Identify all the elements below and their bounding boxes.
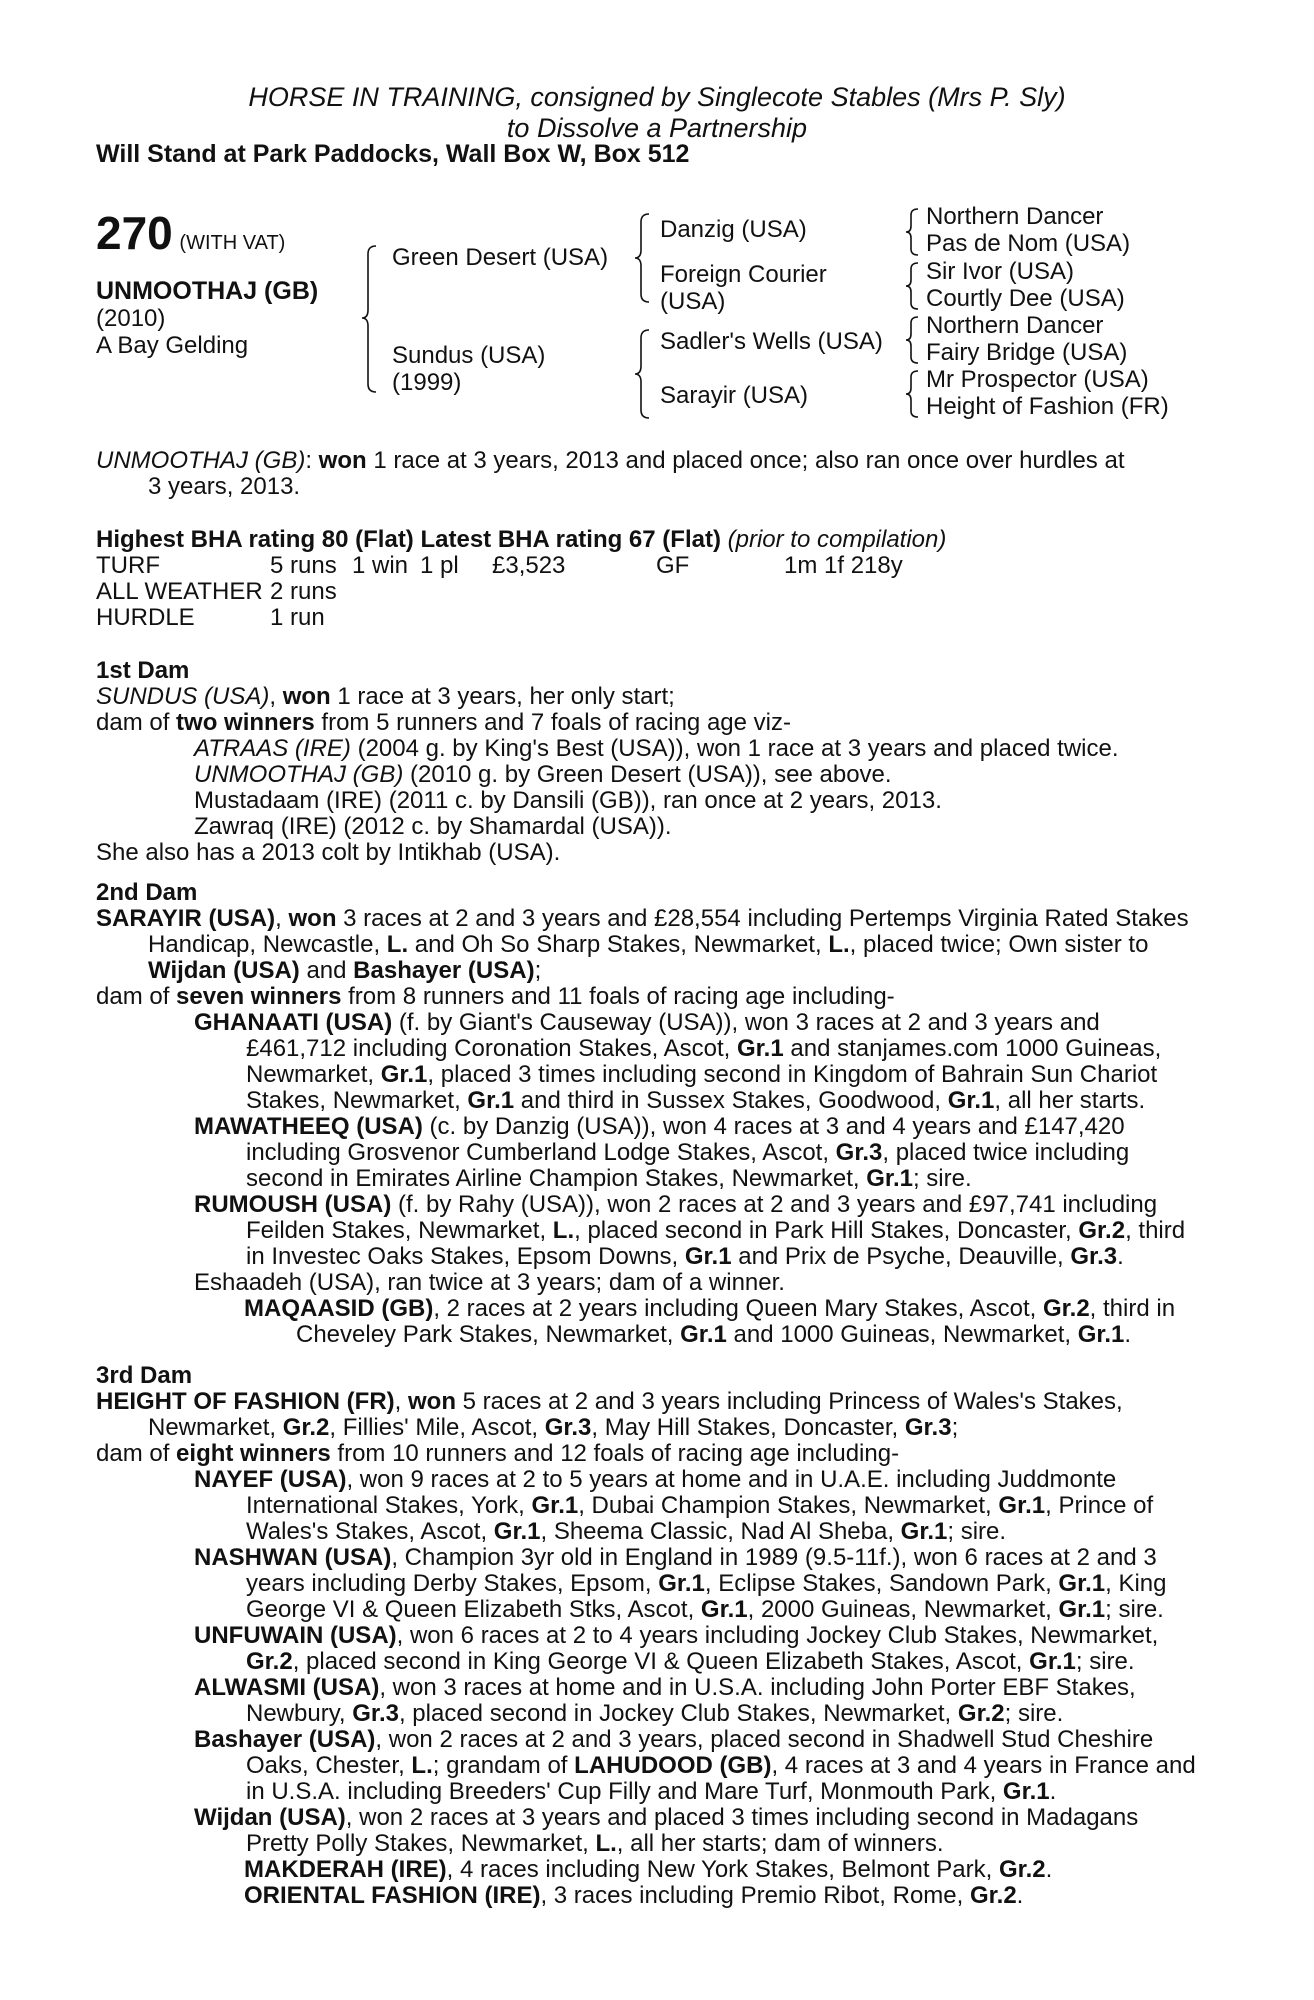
text: , placed twice including second in Emirates Airline Champion Stakes, Newmarket, [246,1139,1130,1192]
grade: Gr.1 [1077,1321,1125,1348]
separator: , [269,683,283,710]
listed-mark: L. [411,1752,433,1779]
listed-mark: L. [552,1217,575,1244]
grade: Gr.1 [380,1061,428,1088]
text: dam of [96,1440,177,1467]
text: and Prix de Psyche, Deauville, [731,1243,1071,1270]
text: from 10 runners and 12 foals of racing age including- [330,1440,900,1467]
text: and Oh So Sharp Stakes, Newmarket, [408,931,829,958]
grade: Gr.2 [1042,1295,1090,1322]
going [656,605,784,631]
listed-mark: L. [828,931,850,958]
text: , won 6 races at 2 to 4 years including Jockey Club Stakes, Newmarket, [396,1622,1159,1649]
offspring-name: Bashayer (USA) [194,1726,376,1753]
summary-won: won [318,447,367,474]
grade: Gr.1 [1002,1778,1050,1805]
consignment-line: HORSE IN TRAINING, consigned by Singlecote Stables (Mrs P. Sly) [248,82,1066,112]
text: and third in Sussex Stakes, Goodwood, [514,1087,948,1114]
text: , 2000 Guineas, Newmarket, [747,1596,1059,1623]
text: ; sire. [1105,1596,1164,1623]
grandoffspring-name: MAKDERAH (IRE) [244,1856,447,1883]
grandoffspring-name: MAQAASID (GB) [244,1295,434,1322]
section-title: 1st Dam [96,657,190,684]
grade: Gr.1 [947,1087,995,1114]
grandoffspring-name: LAHUDOOD (GB) [574,1752,772,1779]
offspring-name: UNFUWAIN (USA) [194,1622,397,1649]
text: , third in Investec Oaks Stakes, Epsom Downs, [246,1217,1186,1270]
dam-dam: Sarayir (USA) [660,382,809,409]
offspring-name: Wijdan (USA) [194,1804,346,1831]
text: . [1016,1882,1024,1909]
offspring-name: NASHWAN (USA) [194,1544,392,1571]
winners-count: seven winners [176,983,342,1010]
third-dam-section: 3rd Dam HEIGHT OF FASHION (FR), won 5 races at 2 and 3 years including Princess of Wales's Stakes, Newmarket, Gr.2, Fillies' Mile, Ascot, Gr.3, May Hill Stakes, Doncaster, Gr.3; dam of eight winners from 10 runners and 12 foals of racing age including- NAYEF (USA), won 9 races at 2 to 5 years at home and in U.A.E. including Juddmonte International Stakes, York, Gr.1, Dubai Champion Stakes, Newmarket, Gr.1, Prince of Wales's Stakes, Ascot, Gr.1, Sheema Classic, Nad Al Sheba, Gr.1; sire. NASHWAN (USA), Champion 3yr old in England in 1989 (9.5-11f.), won 6 races at 2 and 3 years including Derby Stakes, Epsom, Gr.1, Eclipse Stakes, Sandown Park, Gr.1, King George VI & Queen Elizabeth Stks, Ascot, Gr.1, 2000 Guineas, Newmarket, Gr.1; sire. UNFUWAIN (USA), won 6 races at 2 to 4 years including Jockey Club Stakes, Newmarket, Gr.2, placed second in King George VI & Queen Elizabeth Stakes, Ascot, Gr.1; sire. ALWASMI (USA), won 3 races at home and in U.S.A. including John Porter EBF Stakes, Newbury, Gr.3, placed second in Jockey Club Stakes, Newmarket, Gr.2; sire. Bashayer (USA), won 2 races at 2 and 3 years, placed second in Shadwell Stud Cheshire Oaks, Chester, L.; grandam of LAHUDOOD (GB), 4 races at 3 and 4 years in France and in U.S.A. including Breeders' Cup Filly and Mare Turf, Monmouth Park, Gr.1. Wijdan (USA), won 2 races at 3 years and placed 3 times including second in Madagans Pretty Polly Stakes, Newmarket, L., all her starts; dam of winners. MAKDERAH (IRE), 4 races including New York Stakes, Belmont Park, Gr.2. ORIENTAL FASHION (IRE), 3 races including Premio Ribot, Rome, Gr.2. [96,1363,1206,1909]
wins: 1 win [352,552,409,579]
brace-g3-a [906,207,928,257]
text: , third in Cheveley Park Stakes, Newmarket, [296,1295,1176,1348]
grade: Gr.2 [246,1648,293,1675]
text: , won 9 races at 2 to 5 years at home and in U.A.E. including Juddmonte International Stakes, York, [246,1466,1117,1519]
horse-description: A Bay Gelding [96,332,249,359]
placings [420,605,492,631]
grade: Gr.1 [1058,1570,1106,1597]
placings: 1 pl [420,552,459,579]
dam-dam-dam: Height of Fashion (FR) [926,393,1169,420]
grade: Gr.3 [835,1139,883,1166]
text: ; sire. [912,1165,972,1192]
text: , placed second in Park Hill Stakes, Doncaster, [574,1217,1079,1244]
table-row [96,579,903,605]
wins [352,605,420,631]
text: , all her starts; dam of winners. [616,1830,944,1857]
text: , Champion 3yr old in England in 1989 (9.5-11f.), won 6 races at 2 and 3 years including Derby Stakes, Epsom, [246,1544,1157,1597]
surface: HURDLE [96,604,195,631]
grade: Gr.2 [1078,1217,1126,1244]
text: . [1117,1243,1124,1270]
text: and 1000 Guineas, Newmarket, [726,1321,1078,1348]
grade: Gr.1 [900,1518,948,1545]
surface: TURF [96,552,160,579]
text: , 4 races including New York Stakes, Belmont Park, [446,1856,999,1883]
brace-g3-d [906,369,928,419]
listed-mark: L. [386,931,409,958]
summary-colon: : [305,447,312,474]
text: ; [951,1414,959,1441]
text: 3 races at 2 and 3 years and £28,554 including Pertemps Virginia Rated Stakes Handicap, Newcastle, [148,905,1189,958]
text: , won 3 races at home and in U.S.A. including John Porter EBF Stakes, Newbury, [246,1674,1136,1727]
grade: Gr.2 [957,1700,1005,1727]
grandoffspring-name: ORIENTAL FASHION (IRE) [244,1882,541,1909]
text: (c. by Danzig (USA)), won 4 races at 3 and 4 years and £147,420 including Grosvenor Cumberland Lodge Stakes, Ascot, [246,1113,1125,1166]
prize-money: £3,523 [492,552,566,579]
surface: ALL WEATHER [96,578,263,605]
text: from 8 runners and 11 foals of racing age including- [341,983,895,1010]
winners-count: two winners [176,709,315,736]
grade: Gr.1 [1058,1596,1106,1623]
text: ; [534,957,542,984]
text: , all her starts. [994,1087,1146,1114]
text: ; sire. [1004,1700,1064,1727]
offspring-name: ATRAAS (IRE) [194,735,351,762]
table-row [96,553,903,579]
grade: Gr.1 [684,1243,732,1270]
sister-name: Wijdan (USA) [148,957,300,984]
grade: Gr.1 [737,1035,784,1062]
text: , Fillies' Mile, Ascot, [329,1414,545,1441]
text: , won 2 races at 3 years and placed 3 times including second in Madagans Pretty Polly Stakes, Newmarket, [246,1804,1139,1857]
horse-name: UNMOOTHAJ (GB) [96,277,319,305]
vat-label: (WITH VAT) [179,232,286,254]
first-dam-section [96,658,1206,866]
text: , placed second in King George VI & Queen Elizabeth Stakes, Ascot, [292,1648,1030,1675]
summary-horse: UNMOOTHAJ (GB) [96,447,306,474]
text: , 2 races at 2 years including Queen Mary Stakes, Ascot, [433,1295,1043,1322]
grade: Gr.1 [658,1570,705,1597]
grade: Gr.2 [282,1414,330,1441]
section-title: 3rd Dam [96,1362,193,1389]
grade: Gr.1 [1029,1648,1076,1675]
text: and stanjames.com 1000 Guineas, Newmarket, [246,1035,1162,1088]
lot-number: 270 [96,207,173,259]
summary-text-1: 1 race at 3 years, 2013 and placed once; also ran once over hurdles at [366,447,1125,474]
wins [352,579,420,605]
offspring-name: RUMOUSH (USA) [194,1191,392,1218]
winners-count: eight winners [176,1440,331,1467]
grade: Gr.3 [1070,1243,1118,1270]
text: dam of [96,709,177,736]
grade: Gr.1 [531,1492,579,1519]
text: , won 2 races at 2 and 3 years, placed second in Shadwell Stud Cheshire Oaks, Chester, [246,1726,1154,1779]
text: . [1045,1856,1053,1883]
text: , 4 races at 3 and 4 years in France and in U.S.A. including Breeders' Cup Filly and Mare Turf, Monmouth Park, [246,1752,1196,1805]
offspring-entry: Zawraq (IRE) (2012 c. by Shamardal (USA)). [194,813,672,840]
sire-dam-sire: Sir Ivor (USA) [926,258,1075,285]
text: ; grandam of [432,1752,575,1779]
table-row [96,605,903,631]
rating-note: (prior to compilation) [727,526,947,553]
going: GF [656,552,690,579]
offspring-name: ALWASMI (USA) [194,1674,380,1701]
runs: 2 runs [270,578,337,605]
prize-money [492,579,656,605]
rating-text: Highest BHA rating 80 (Flat) Latest BHA rating 67 (Flat) [96,526,721,553]
text: . [1124,1321,1132,1348]
sire-sire: Danzig (USA) [660,216,807,243]
offspring-name: UNMOOTHAJ (GB) [194,761,404,788]
dam-year: (1999) [392,369,462,396]
dam-dam-sire: Mr Prospector (USA) [926,366,1149,393]
text: dam of [96,983,177,1010]
text: , May Hill Stakes, Doncaster, [591,1414,905,1441]
dam-name: Sundus (USA) [392,342,546,369]
text: , Sheema Classic, Nad Al Sheba, [540,1518,901,1545]
sire-dam-brace [362,244,392,394]
sire-sire-dam: Pas de Nom (USA) [926,230,1131,257]
grade: Gr.3 [904,1414,952,1441]
grade: Gr.1 [998,1492,1046,1519]
text: , placed twice; Own sister to [849,931,1149,958]
grade: Gr.1 [866,1165,913,1192]
rating-section [96,527,1206,631]
dam-note: She also has a 2013 colt by Intikhab (USA). [96,839,561,866]
offspring-name: MAWATHEEQ (USA) [194,1113,423,1140]
sire-dam-l2: (USA) [660,288,726,315]
race-record-table [96,553,903,631]
sire-dam-l1: Foreign Courier [660,261,827,288]
stand-location: Will Stand at Park Paddocks, Wall Box W, Box 512 [96,140,690,168]
race-summary [96,448,1206,500]
dam-sire-dam: Fairy Bridge (USA) [926,339,1128,366]
grade: Gr.1 [493,1518,541,1545]
grade: Gr.2 [998,1856,1046,1883]
dam-sire-sire: Northern Dancer [926,312,1104,339]
sister-name: Bashayer (USA) [353,957,535,984]
summary-text-2: 3 years, 2013. [148,473,301,500]
won-label: won [288,905,337,932]
distance: 1m 1f 218y [784,552,903,579]
listed-mark: L. [595,1830,617,1857]
text: , Prince of Wales's Stakes, Ascot, [246,1492,1154,1545]
sire: Green Desert (USA) [392,244,609,271]
offspring-record: (2004 g. by King's Best (USA)), won 1 race at 3 years and placed twice. [350,735,1119,762]
grade: Gr.1 [680,1321,727,1348]
text: ; sire. [947,1518,1007,1545]
sire-sire-sire: Northern Dancer [926,203,1104,230]
text: and [299,957,354,984]
distance [784,579,903,605]
second-dam-section: 2nd Dam SARAYIR (USA), won 3 races at 2 and 3 years and £28,554 including Pertemps Virginia Rated Stakes Handicap, Newcastle, L. and Oh So Sharp Stakes, Newmarket, L., placed twice; Own sister to Wijdan (USA) and Bashayer (USA); dam of seven winners from 8 runners and 11 foals of racing age including- GHANAATI (USA) (f. by Giant's Causeway (USA)), won 3 races at 2 and 3 years and £461,712 including Coronation Stakes, Ascot, Gr.1 and stanjames.com 1000 Guineas, Newmarket, Gr.1, placed 3 times including second in Kingdom of Bahrain Sun Chariot Stakes, Newmarket, Gr.1 and third in Sussex Stakes, Goodwood, Gr.1, all her starts. MAWATHEEQ (USA) (c. by Danzig (USA)), won 4 races at 3 and 4 years and £147,420 including Grosvenor Cumberland Lodge Stakes, Ascot, Gr.3, placed twice including second in Emirates Airline Champion Stakes, Newmarket, Gr.1; sire. RUMOUSH (USA) (f. by Rahy (USA)), won 2 races at 2 and 3 years and £97,741 including Feilden Stakes, Newmarket, L., placed second in Park Hill Stakes, Doncaster, Gr.2, third in Investec Oaks Stakes, Epsom Downs, Gr.1 and Prix de Psyche, Deauville, Gr.3. Eshaadeh (USA), ran twice at 3 years; dam of a winner. MAQAASID (GB), 2 races at 2 years including Queen Mary Stakes, Ascot, Gr.2, third in Cheveley Park Stakes, Newmarket, Gr.1 and 1000 Guineas, Newmarket, Gr.1. [96,880,1206,1348]
won-label: won [282,683,331,710]
text: , 3 races including Premio Ribot, Rome, [540,1882,970,1909]
offspring-record: (2010 g. by Green Desert (USA)), see above. [403,761,892,788]
offspring-name: GHANAATI (USA) [194,1009,393,1036]
sire-dam-dam: Courtly Dee (USA) [926,285,1125,312]
placings [420,579,492,605]
offspring-entry: Eshaadeh (USA), ran twice at 3 years; dam of a winner. [194,1269,785,1296]
text: , Dubai Champion Stakes, Newmarket, [578,1492,999,1519]
offspring-entry: Mustadaam (IRE) (2011 c. by Dansili (GB)), ran once at 2 years, 2013. [194,787,942,814]
offspring-name: NAYEF (USA) [194,1466,347,1493]
dam-record: 1 race at 3 years, her only start; [330,683,675,710]
text: (f. by Rahy (USA)), won 2 races at 2 and 3 years and £97,741 including Feilden Stakes, Newmarket, [246,1191,1158,1244]
runs: 1 run [270,604,325,631]
text: , King George VI & Queen Elizabeth Stks, Ascot, [246,1570,1167,1623]
distance [784,605,903,631]
consignment-reason: to Dissolve a Partnership [506,113,808,143]
brace-g3-b [906,261,928,311]
dam-name: HEIGHT OF FASHION (FR) [96,1388,395,1415]
text: , placed second in Jockey Club Stakes, Newmarket, [398,1700,958,1727]
text: . [1049,1778,1057,1805]
going [656,579,784,605]
brace-g3-c [906,315,928,365]
won-label: won [408,1388,456,1415]
grade: Gr.3 [544,1414,592,1441]
text: (f. by Giant's Causeway (USA)), won 3 races at 2 and 3 years and £461,712 including Coronation Stakes, Ascot, [246,1009,1100,1062]
text: ; sire. [1075,1648,1135,1675]
lot-number-line [96,208,285,268]
runs: 5 runs [270,552,337,579]
text: 5 races at 2 and 3 years including Princess of Wales's Stakes, Newmarket, [148,1388,1123,1441]
text: , Eclipse Stakes, Sandown Park, [704,1570,1059,1597]
grade: Gr.2 [969,1882,1017,1909]
grade: Gr.1 [700,1596,748,1623]
section-title: 2nd Dam [96,879,198,906]
grade: Gr.3 [352,1700,399,1727]
dam-sire: Sadler's Wells (USA) [660,328,883,355]
text: , placed 3 times including second in Kingdom of Bahrain Sun Chariot Stakes, Newmarket, [246,1061,1158,1114]
text: from 5 runners and 7 foals of racing age viz- [314,709,791,736]
dam-name: SUNDUS (USA) [96,683,270,710]
prize-money [492,605,656,631]
foaling-year: (2010) [96,305,166,332]
grade: Gr.1 [467,1087,515,1114]
